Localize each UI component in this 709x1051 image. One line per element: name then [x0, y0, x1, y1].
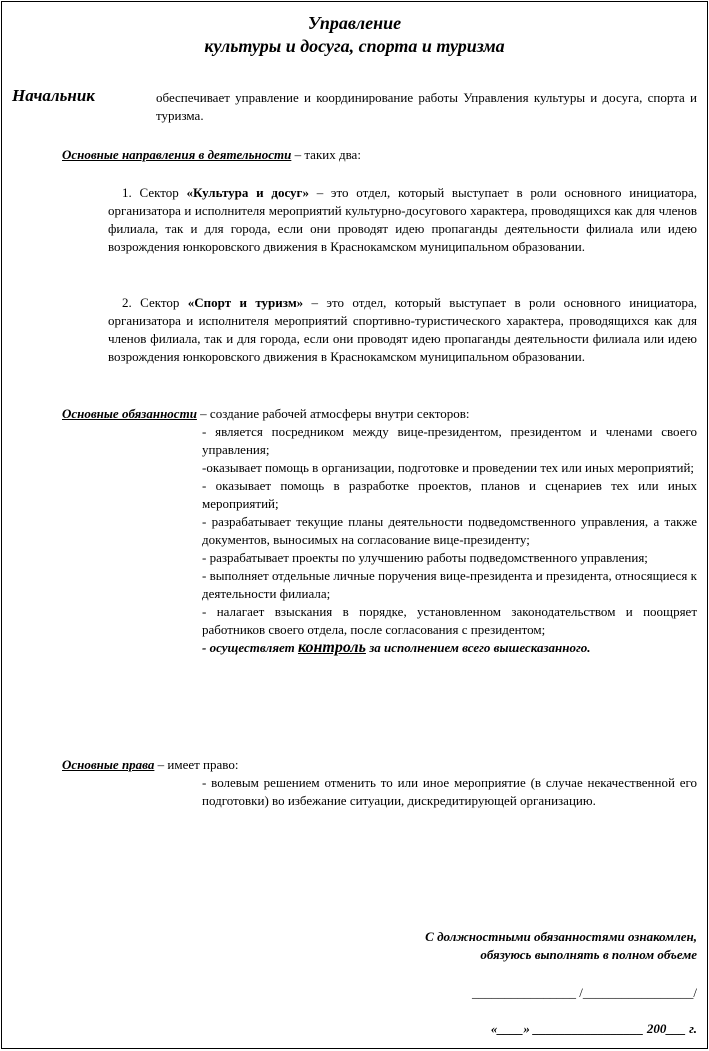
acknowledgement-line-1: С должностными обязанностями ознакомлен, — [425, 929, 697, 944]
directions-suffix: – таких два: — [291, 147, 361, 162]
duties-heading — [62, 405, 697, 423]
head-description: обеспечивает управление и координирование работы Управления культуры и досуга, спорта и туризма. — [156, 90, 697, 123]
duty-item: - оказывает помощь в разработке проектов, планов и сценариев тех или иных мероприятий; — [202, 478, 697, 511]
page-title — [2, 12, 707, 58]
duty-final-prefix: - осуществляет — [202, 640, 298, 655]
right-item: - волевым решением отменить то или иное мероприятие (в случае некачественной его подготовки) во избежание ситуации, дискредитирующей организацию. — [202, 775, 697, 808]
rights-title: Основные права — [62, 757, 155, 772]
date-line: «____» _________________ 200___ г. — [490, 1021, 697, 1036]
duties-suffix: – создание рабочей атмосферы внутри секторов: — [196, 406, 470, 421]
document-page — [1, 1, 708, 1049]
acknowledgement-line-2: обязуюсь выполнять в полном объеме — [480, 947, 697, 962]
sector-paragraph-2 — [108, 294, 697, 366]
duty-final-suffix: за исполнением всего вышесказанного. — [365, 640, 591, 655]
rights-suffix: – имеет право: — [154, 757, 239, 772]
sector-paragraph-1 — [108, 184, 697, 256]
duties-title: Основные обязанности — [62, 406, 197, 421]
duty-item-final — [202, 639, 697, 657]
title-line-2: культуры и досуга, спорта и туризма — [204, 36, 505, 56]
sector-2-text: – это отдел, который выступает в роли основного инициатора, организатора и исполнителя мероприятий спортивно-туристического характера, проводящихся как для членов филиала, так и для города, если они проводят идею пропаганды деятельности филиала или идею возрождения юнкоровского движения в Краснокамском муниципальном образовании. — [108, 295, 697, 364]
duty-final-keyword: контроль — [297, 639, 366, 656]
duty-item: - налагает взыскания в порядке, установленном законодательством и поощряет работников своего отдела, после согласования с президентом; — [202, 604, 697, 637]
rights-heading — [62, 756, 697, 774]
directions-title: Основные направления в деятельности — [62, 147, 292, 162]
title-line-1: Управление — [307, 13, 402, 33]
sector-1-prefix: 1. Сектор — [122, 185, 187, 200]
duty-item: - выполняет отдельные личные поручения вице-президента и президента, относящиеся к деятельности филиала; — [202, 568, 697, 601]
sector-2-prefix: 2. Сектор — [122, 295, 188, 310]
duty-item: -оказывает помощь в организации, подготовке и проведении тех или иных мероприятий; — [202, 460, 695, 475]
duty-item: - разрабатывает проекты по улучшению работы подведомственного управления; — [202, 550, 648, 565]
sector-1-name: «Культура и досуг» — [186, 185, 309, 200]
signature-line: ________________ /_________________/ — [472, 985, 697, 1000]
duty-item: - разрабатывает текущие планы деятельности подведомственного управления, а также документов, выносимых на согласование вице-президенту; — [202, 514, 697, 547]
head-section — [12, 86, 697, 125]
sector-1-text: – это отдел, который выступает в роли основного инициатора, организатора и исполнителя мероприятий культурно-досугового характера, проводящихся как для членов филиала, так и для города, если они проводят идею пропаганды деятельности филиала или идею возрождения юнкоровского движения в Краснокамском муниципальном образовании. — [108, 185, 697, 254]
duty-item: - является посредником между вице-президентом, президентом и членами своего управления; — [202, 424, 697, 457]
directions-heading — [62, 146, 697, 164]
head-label: Начальник — [12, 86, 95, 105]
duties-list — [202, 423, 697, 657]
sector-2-name: «Спорт и туризм» — [187, 295, 304, 310]
rights-list — [202, 774, 697, 810]
